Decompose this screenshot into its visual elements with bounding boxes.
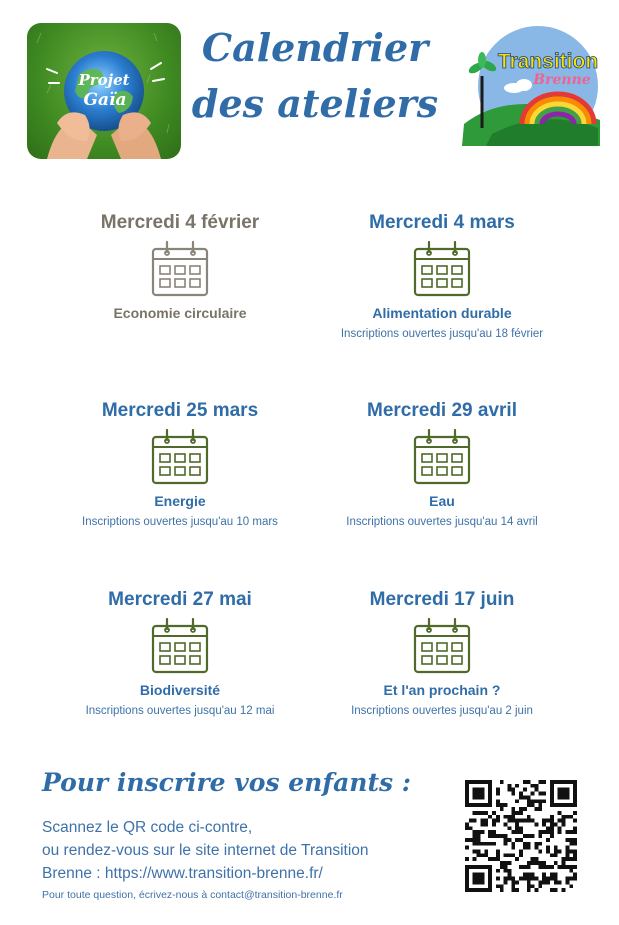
event-date: Mercredi 25 mars bbox=[101, 400, 259, 421]
calendar-icon bbox=[412, 428, 472, 486]
signup-instructions bbox=[42, 816, 442, 885]
contact-note[interactable]: Pour toute question, écrivez-nous à contact@transition-brenne.fr bbox=[42, 889, 343, 901]
event-card bbox=[40, 210, 320, 343]
gaia-label: Gaïa bbox=[83, 90, 127, 110]
event-topic: Energie bbox=[154, 493, 206, 509]
transition-label: Transition bbox=[497, 50, 599, 73]
event-date: Mercredi 4 mars bbox=[369, 212, 515, 233]
event-topic: Et l'an prochain ? bbox=[383, 682, 501, 698]
event-date: Mercredi 4 février bbox=[100, 212, 260, 233]
event-registration bbox=[40, 325, 320, 343]
event-registration: Inscriptions ouvertes jusqu'au 18 février bbox=[340, 328, 544, 340]
calendar-icon bbox=[150, 240, 210, 298]
page-title bbox=[190, 20, 440, 132]
signup-line-1: Scannez le QR code ci-contre, bbox=[42, 819, 253, 836]
event-registration: Inscriptions ouvertes jusqu'au 12 mai bbox=[85, 705, 275, 717]
event-registration: Inscriptions ouvertes jusqu'au 10 mars bbox=[82, 516, 278, 528]
calendar-icon bbox=[412, 240, 472, 298]
globe-in-hands-icon bbox=[27, 23, 181, 159]
qr-code-icon[interactable] bbox=[465, 780, 577, 892]
event-topic: Economie circulaire bbox=[113, 305, 247, 321]
event-card bbox=[40, 587, 320, 720]
projet-label: Projet bbox=[78, 71, 130, 89]
event-date: Mercredi 27 mai bbox=[108, 589, 252, 610]
calendar-icon bbox=[150, 428, 210, 486]
event-card bbox=[302, 398, 582, 531]
event-registration: Inscriptions ouvertes jusqu'au 2 juin bbox=[351, 705, 533, 717]
event-registration: Inscriptions ouvertes jusqu'au 14 avril bbox=[346, 516, 538, 528]
event-card bbox=[302, 210, 582, 343]
event-topic: Biodiversité bbox=[139, 682, 221, 698]
calendar-icon bbox=[412, 617, 472, 675]
event-date: Mercredi 29 avril bbox=[367, 400, 517, 421]
event-topic: Alimentation durable bbox=[372, 305, 512, 321]
title-line-2: des ateliers bbox=[191, 81, 439, 126]
signup-line-2: ou rendez-vous sur le site internet de Transition bbox=[42, 842, 369, 859]
event-topic: Eau bbox=[429, 493, 455, 509]
calendar-icon bbox=[150, 617, 210, 675]
event-card bbox=[40, 398, 320, 531]
signup-line-3[interactable]: Brenne : https://www.transition-brenne.fr/ bbox=[42, 865, 323, 882]
rainbow-hill-icon bbox=[462, 24, 600, 146]
title-line-1: Calendrier bbox=[201, 25, 429, 70]
event-card bbox=[302, 587, 582, 720]
projet-gaia-logo bbox=[27, 23, 181, 159]
brenne-label: Brenne bbox=[533, 72, 591, 88]
transition-brenne-logo bbox=[462, 24, 600, 146]
signup-title: Pour inscrire vos enfants : bbox=[42, 768, 412, 797]
event-date: Mercredi 17 juin bbox=[369, 589, 515, 610]
